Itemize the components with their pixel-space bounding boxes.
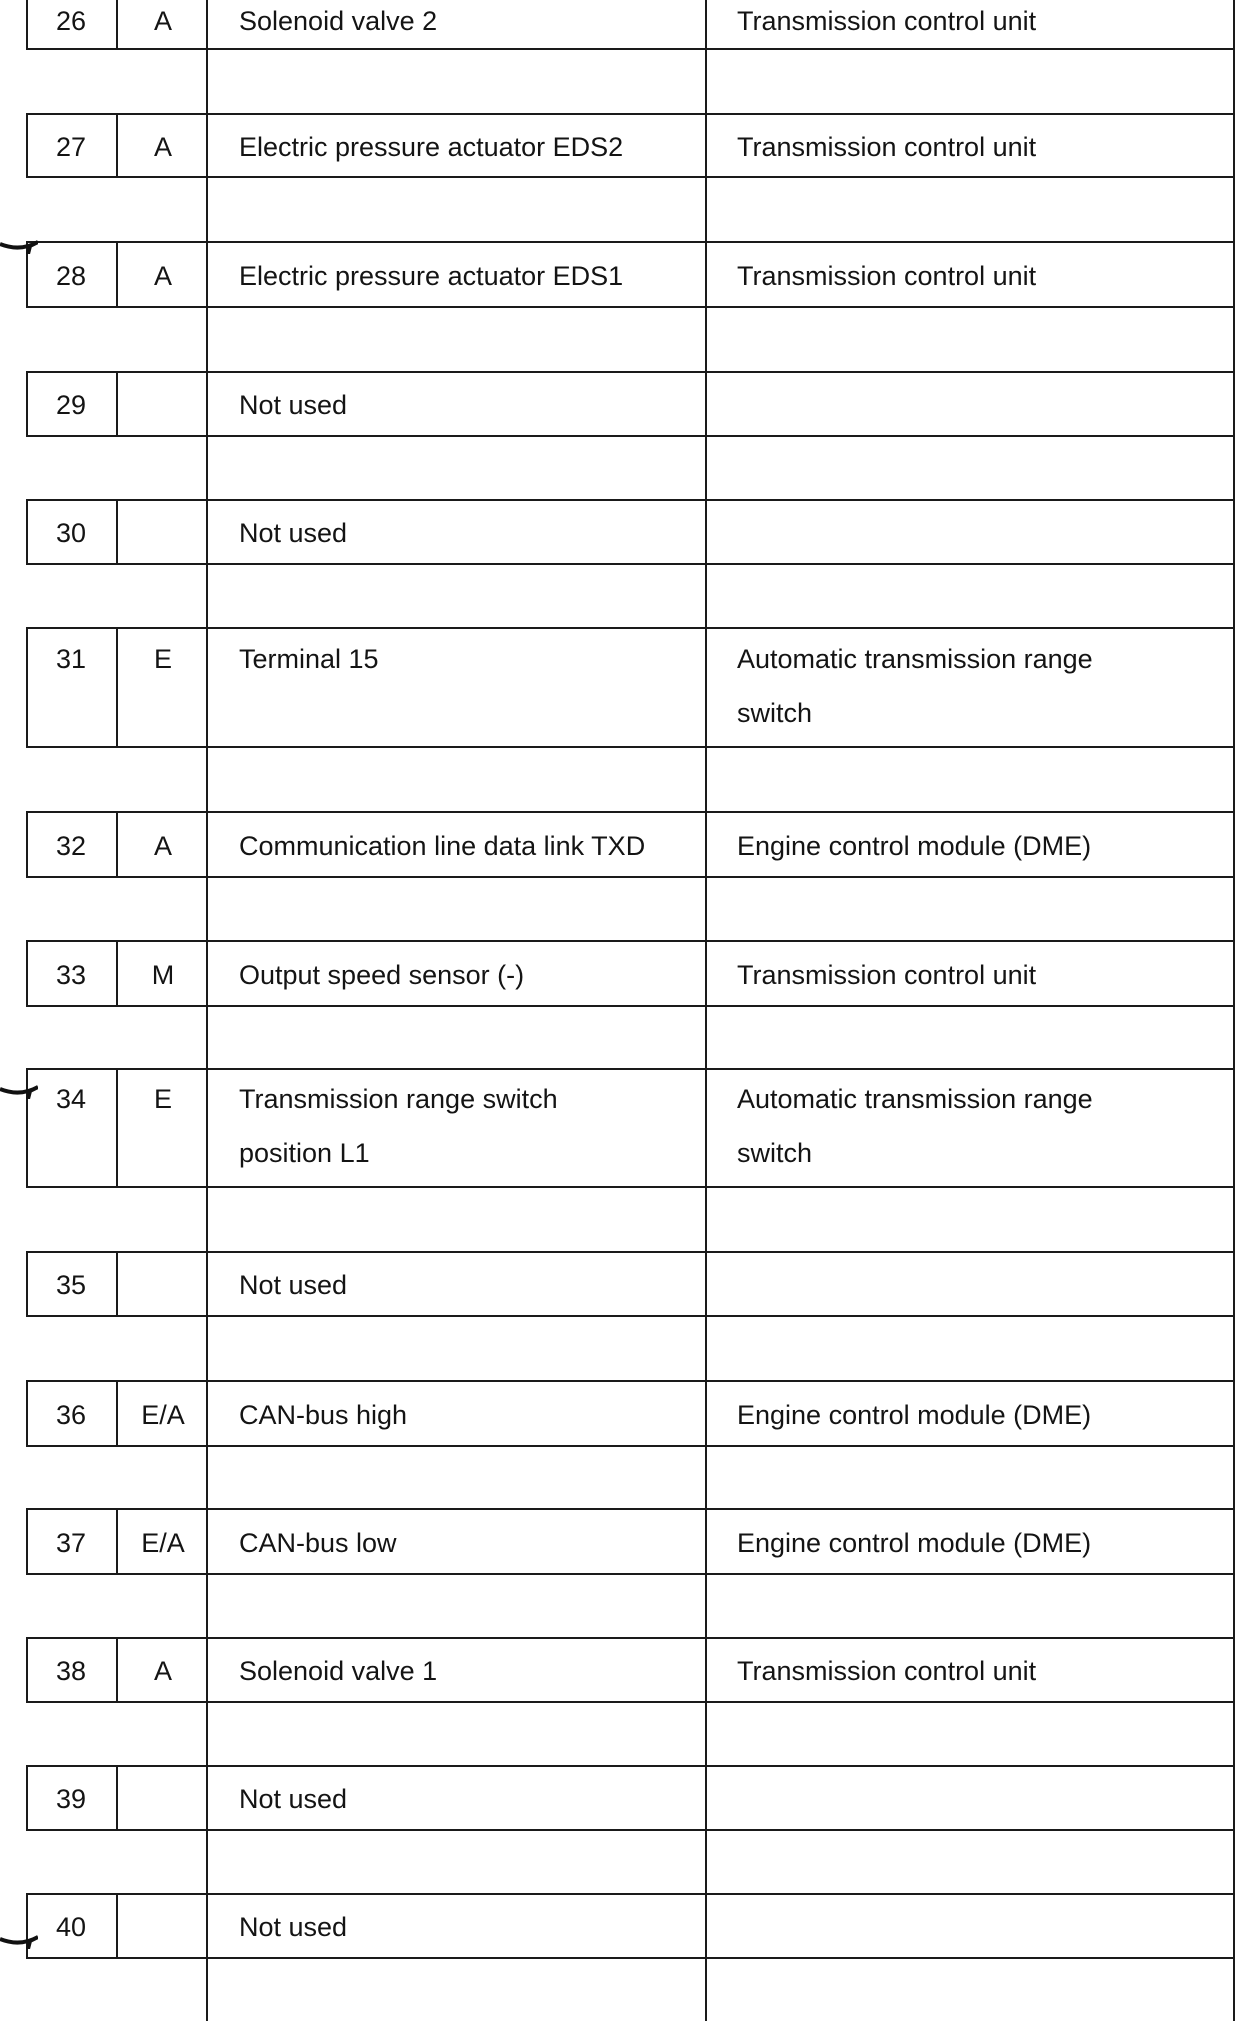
signal-description: Not used — [239, 1270, 348, 1300]
spacer-rule — [206, 746, 208, 811]
signal-description: Communication line data link TXD — [239, 830, 646, 861]
spacer-rule — [206, 1186, 208, 1251]
spacer-rule — [206, 876, 208, 940]
component-name: Transmission control unit — [737, 131, 1037, 162]
spacer-rule — [705, 1445, 707, 1508]
spacer-rule — [206, 1957, 208, 2021]
pin-number: 27 — [55, 131, 87, 162]
spacer-rule — [1233, 1445, 1235, 1508]
pin-number: 30 — [55, 518, 87, 548]
pin-type-divider — [116, 1893, 118, 1959]
component-name: Automatic transmission range — [737, 643, 1093, 674]
spacer-rule — [705, 1573, 707, 1637]
spacer-rule — [1233, 1829, 1235, 1893]
pin-number: 35 — [55, 1270, 87, 1300]
spacer-rule — [206, 1829, 208, 1893]
pin-number: 34 — [55, 1084, 87, 1114]
pin-number: 29 — [55, 390, 87, 420]
signal-type: A — [153, 6, 172, 36]
row-right-rule — [1233, 1068, 1235, 1188]
spacer-rule — [705, 1829, 707, 1893]
signal-description: Not used — [239, 518, 348, 548]
pin-number: 33 — [55, 959, 87, 990]
row-right-rule — [1233, 811, 1235, 878]
signal-component-divider — [705, 499, 707, 565]
pin-type-divider — [116, 371, 118, 437]
pin-number: 26 — [55, 6, 87, 36]
row-right-rule — [1233, 1508, 1235, 1575]
spacer-rule — [705, 876, 707, 940]
pin-type-divider — [116, 1251, 118, 1317]
signal-description: CAN-bus high — [239, 1399, 408, 1430]
spacer-rule — [705, 1186, 707, 1251]
signal-type: M — [151, 959, 175, 990]
row-right-rule — [1233, 1251, 1235, 1317]
margin-bracket-icon — [0, 240, 38, 254]
spacer-rule — [1233, 1957, 1235, 2021]
row-right-rule — [1233, 499, 1235, 565]
margin-bracket-icon — [0, 1085, 38, 1099]
component-name: Transmission control unit — [737, 260, 1037, 291]
spacer-rule — [1233, 48, 1235, 113]
component-name: Engine control module (DME) — [737, 830, 1092, 861]
signal-description: Not used — [239, 390, 348, 420]
spacer-rule — [1233, 306, 1235, 371]
spacer-rule — [206, 563, 208, 627]
spacer-rule — [1233, 176, 1235, 241]
spacer-rule — [705, 1701, 707, 1765]
signal-component-divider — [705, 241, 707, 308]
row-right-rule — [1233, 113, 1235, 178]
spacer-rule — [1233, 1315, 1235, 1380]
row-right-rule — [1233, 1380, 1235, 1447]
row-right-rule — [1233, 1765, 1235, 1831]
row-right-rule — [1233, 0, 1235, 50]
type-signal-divider — [206, 1893, 208, 1959]
signal-description: Transmission range switch — [239, 1084, 558, 1114]
spacer-rule — [705, 306, 707, 371]
signal-component-divider — [705, 371, 707, 437]
signal-type: A — [153, 260, 172, 291]
component-name: Engine control module (DME) — [737, 1399, 1092, 1430]
spacer-rule — [1233, 876, 1235, 940]
row-right-rule — [1233, 627, 1235, 748]
signal-component-divider — [705, 113, 707, 178]
signal-description: Not used — [239, 1784, 348, 1814]
spacer-rule — [1233, 1573, 1235, 1637]
signal-component-divider — [705, 0, 707, 50]
spacer-rule — [206, 48, 208, 113]
pin-number: 36 — [55, 1399, 87, 1430]
pin-number: 39 — [55, 1784, 87, 1814]
margin-bracket-icon — [0, 1935, 38, 1949]
row-right-rule — [1233, 1637, 1235, 1703]
spacer-rule — [206, 176, 208, 241]
spacer-rule — [206, 1573, 208, 1637]
spacer-rule — [1233, 1701, 1235, 1765]
spacer-rule — [705, 1957, 707, 2021]
signal-component-divider — [705, 1068, 707, 1188]
spacer-rule — [705, 746, 707, 811]
row-right-rule — [1233, 940, 1235, 1007]
component-name: Engine control module (DME) — [737, 1527, 1092, 1558]
signal-description: Not used — [239, 1912, 348, 1942]
type-signal-divider — [206, 1765, 208, 1831]
signal-description: position L1 — [239, 1138, 370, 1168]
signal-description: Solenoid valve 1 — [239, 1656, 438, 1686]
pin-type-divider — [116, 1765, 118, 1831]
spacer-rule — [1233, 435, 1235, 499]
spacer-rule — [1233, 1005, 1235, 1068]
spacer-rule — [705, 1315, 707, 1380]
spacer-rule — [206, 435, 208, 499]
signal-type: E — [153, 643, 172, 674]
signal-type: E/A — [141, 1399, 185, 1430]
spacer-rule — [206, 1701, 208, 1765]
signal-description: Solenoid valve 2 — [239, 6, 438, 36]
signal-component-divider — [705, 1637, 707, 1703]
spacer-rule — [705, 563, 707, 627]
spacer-rule — [705, 435, 707, 499]
signal-type: A — [153, 1656, 172, 1686]
component-name: switch — [737, 1138, 813, 1168]
signal-description: Electric pressure actuator EDS1 — [239, 260, 624, 291]
pin-number: 38 — [55, 1656, 87, 1686]
component-name: Transmission control unit — [737, 1656, 1037, 1686]
signal-type: A — [153, 830, 172, 861]
type-signal-divider — [206, 371, 208, 437]
spacer-rule — [1233, 1186, 1235, 1251]
signal-description: CAN-bus low — [239, 1527, 397, 1558]
signal-description: Output speed sensor (-) — [239, 959, 525, 990]
pin-number: 31 — [55, 643, 87, 674]
component-name: switch — [737, 697, 813, 728]
signal-component-divider — [705, 1380, 707, 1447]
pin-number: 37 — [55, 1527, 87, 1558]
pin-number: 28 — [55, 260, 87, 291]
signal-description: Terminal 15 — [239, 643, 379, 674]
spacer-rule — [705, 48, 707, 113]
pin-number: 32 — [55, 830, 87, 861]
signal-type: A — [153, 131, 172, 162]
spacer-rule — [206, 1315, 208, 1380]
spacer-rule — [206, 1005, 208, 1068]
signal-description: Electric pressure actuator EDS2 — [239, 131, 624, 162]
component-name: Automatic transmission range — [737, 1084, 1093, 1114]
type-signal-divider — [206, 499, 208, 565]
row-right-rule — [1233, 241, 1235, 308]
type-signal-divider — [206, 1251, 208, 1317]
spacer-rule — [1233, 563, 1235, 627]
row-right-rule — [1233, 1893, 1235, 1959]
signal-component-divider — [705, 1508, 707, 1575]
component-name: Transmission control unit — [737, 6, 1037, 36]
component-name: Transmission control unit — [737, 959, 1037, 990]
spacer-rule — [1233, 746, 1235, 811]
signal-type: E — [153, 1084, 172, 1114]
signal-component-divider — [705, 940, 707, 1007]
signal-component-divider — [705, 1893, 707, 1959]
signal-type: E/A — [141, 1527, 185, 1558]
signal-component-divider — [705, 1251, 707, 1317]
signal-component-divider — [705, 1765, 707, 1831]
pin-type-divider — [116, 499, 118, 565]
spacer-rule — [206, 306, 208, 371]
signal-component-divider — [705, 627, 707, 748]
signal-component-divider — [705, 811, 707, 878]
spacer-rule — [206, 1445, 208, 1508]
spacer-rule — [705, 176, 707, 241]
pin-number: 40 — [55, 1912, 87, 1942]
spacer-rule — [705, 1005, 707, 1068]
row-right-rule — [1233, 371, 1235, 437]
